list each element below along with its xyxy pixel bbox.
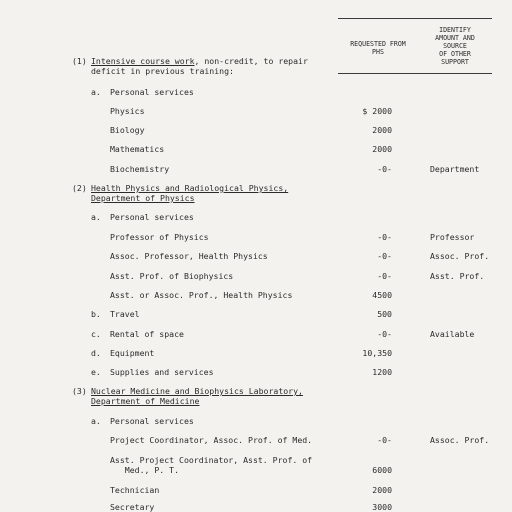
header-bottom-rule xyxy=(338,73,492,74)
section-1-a-title: Personal services xyxy=(110,87,194,97)
s1-item-label: Biology xyxy=(110,125,145,135)
section-1-title-rest: , non-credit, to repair xyxy=(194,56,308,66)
header-requested-from-phs: REQUESTED FROM PHS xyxy=(350,40,406,56)
s2-item-other: Asst. Prof. xyxy=(430,271,485,281)
section-1-title-underlined: Intensive course work xyxy=(91,56,195,66)
s1-item-label: Biochemistry xyxy=(110,164,170,174)
section-3-number: (3) xyxy=(72,386,87,396)
s2-other-label: Travel xyxy=(110,309,140,319)
s2-item-amount: -0- xyxy=(377,232,392,242)
s2-other-letter: c. xyxy=(91,329,101,339)
s3-item-amount: -0- xyxy=(377,435,392,445)
s2-other-letter: e. xyxy=(91,367,101,377)
s1-item-label: Physics xyxy=(110,106,145,116)
section-2-title-line2: Department of Physics xyxy=(91,193,195,203)
section-2-number: (2) xyxy=(72,183,87,193)
s3-item-amount: 3000 xyxy=(372,502,392,512)
s2-item-amount: -0- xyxy=(377,251,392,261)
section-1-title xyxy=(91,56,308,66)
section-2-title-line1: Health Physics and Radiological Physics, xyxy=(91,183,289,193)
section-1-number: (1) xyxy=(72,56,87,66)
s2-other-letter: d. xyxy=(91,348,101,358)
s3-item-label: Secretary xyxy=(110,502,155,512)
s1-item-amount: 2000 xyxy=(372,125,392,135)
s1-item-label: Mathematics xyxy=(110,144,165,154)
section-3-a-label: a. xyxy=(91,416,101,426)
s2-item-other: Professor xyxy=(430,232,475,242)
s2-item-amount: -0- xyxy=(377,271,392,281)
s3-item-label: Asst. Project Coordinator, Asst. Prof. of Med., P. T. xyxy=(110,455,313,475)
s3-item-amount: 2000 xyxy=(372,485,392,495)
s2-item-amount: 4500 xyxy=(372,290,392,300)
s2-other-label: Equipment xyxy=(110,348,155,358)
s3-item-label: Technician xyxy=(110,485,160,495)
s1-item-other: Department xyxy=(430,164,480,174)
section-1-a-label: a. xyxy=(91,87,101,97)
s1-item-amount: $ 2000 xyxy=(362,106,392,116)
s2-other-amount: -0- xyxy=(377,329,392,339)
s2-other-other: Available xyxy=(430,329,475,339)
s1-item-amount: -0- xyxy=(377,164,392,174)
section-2-a-title: Personal services xyxy=(110,212,194,222)
s2-other-amount: 1200 xyxy=(372,367,392,377)
s2-other-letter: b. xyxy=(91,309,101,319)
header-other-support: IDENTIFY AMOUNT AND SOURCE OF OTHER SUPPORT xyxy=(435,26,475,66)
section-3-title-line2: Department of Medicine xyxy=(91,396,200,406)
s3-item-label: Project Coordinator, Assoc. Prof. of Med. xyxy=(110,435,313,445)
s2-other-label: Supplies and services xyxy=(110,367,214,377)
s2-item-label: Asst. Prof. of Biophysics xyxy=(110,271,234,281)
s3-item-other: Assoc. Prof. xyxy=(430,435,490,445)
s2-item-other: Assoc. Prof. xyxy=(430,251,490,261)
s2-other-amount: 10,350 xyxy=(362,348,392,358)
s2-other-amount: 500 xyxy=(377,309,392,319)
s2-other-label: Rental of space xyxy=(110,329,184,339)
header-top-rule xyxy=(338,18,492,19)
s2-item-label: Assoc. Professor, Health Physics xyxy=(110,251,268,261)
section-1-title-line2: deficit in previous training: xyxy=(91,66,234,76)
s3-item-amount: 6000 xyxy=(372,465,392,475)
section-3-title-line1: Nuclear Medicine and Biophysics Laboratory, xyxy=(91,386,303,396)
s1-item-amount: 2000 xyxy=(372,144,392,154)
section-3-a-title: Personal services xyxy=(110,416,194,426)
s2-item-label: Asst. or Assoc. Prof., Health Physics xyxy=(110,290,293,300)
s2-item-label: Professor of Physics xyxy=(110,232,209,242)
section-2-a-label: a. xyxy=(91,212,101,222)
